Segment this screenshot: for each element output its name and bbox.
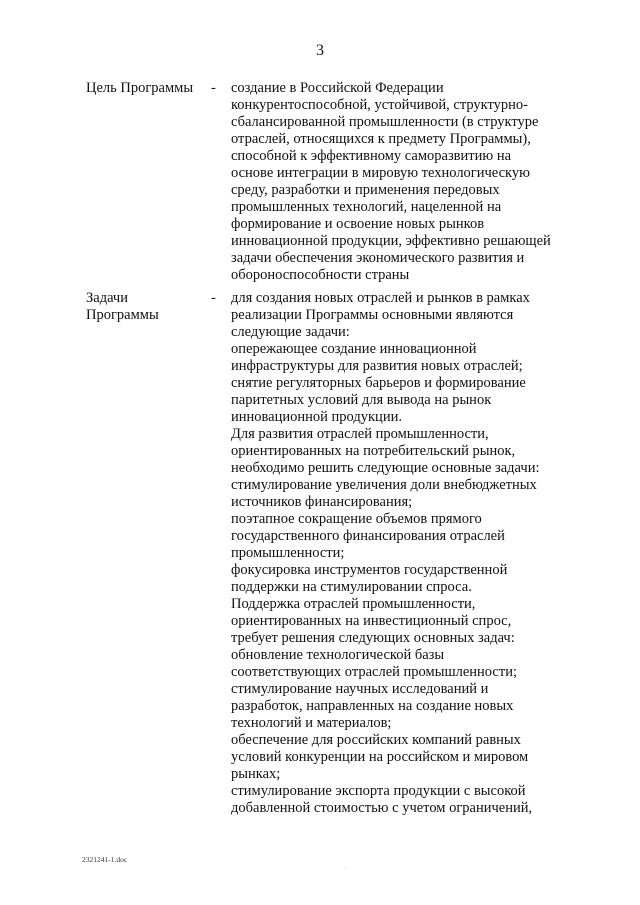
text-line: ориентированных на потребительский рынок, bbox=[231, 443, 516, 459]
text-line: государственного финансирования отраслей bbox=[231, 528, 505, 544]
text-line: рынках; bbox=[231, 766, 281, 782]
text-line: сбалансированной промышленности (в структуре bbox=[231, 114, 539, 130]
text-line: основе интеграции в мировую технологическую bbox=[231, 165, 530, 181]
text-line: обеспечение для российских компаний равных bbox=[231, 732, 521, 748]
text-line: поэтапное сокращение объемов прямого bbox=[231, 511, 482, 527]
text-line: обновление технологической базы bbox=[231, 647, 445, 663]
document-filename: 2321241-1.doc bbox=[82, 855, 128, 864]
text-line: опережающее создание инновационной bbox=[231, 341, 477, 357]
text-line: формирование и освоение новых рынков bbox=[231, 216, 485, 232]
text-line: задачи обеспечения экономического развития и bbox=[231, 250, 525, 266]
dash-separator: - bbox=[211, 290, 216, 306]
program-tasks-label bbox=[86, 290, 196, 324]
text-line: соответствующих отраслей промышленности; bbox=[231, 664, 517, 680]
text-line: конкурентоспособной, устойчивой, структурно- bbox=[231, 97, 528, 113]
text-line: добавленной стоимостью с учетом ограничений, bbox=[231, 800, 533, 816]
text-line: ориентированных на инвестиционный спрос, bbox=[231, 613, 512, 629]
text-line: стимулирование научных исследований и bbox=[231, 681, 489, 697]
page-number: 3 bbox=[316, 42, 324, 59]
text-line: паритетных условий для вывода на рынок bbox=[231, 392, 492, 408]
text-line: необходимо решить следующие основные задачи: bbox=[231, 460, 540, 476]
text-line: инфраструктуры для развития новых отраслей; bbox=[231, 358, 523, 374]
text-line: стимулирование увеличения доли внебюджетных bbox=[231, 477, 537, 493]
text-line: создание в Российской Федерации bbox=[231, 80, 444, 96]
dash-separator: - bbox=[211, 80, 216, 96]
text-line: снятие регуляторных барьеров и формирование bbox=[231, 375, 526, 391]
text-line: технологий и материалов; bbox=[231, 715, 392, 731]
text-line: Поддержка отраслей промышленности, bbox=[231, 596, 476, 612]
text-line: следующие задачи: bbox=[231, 324, 350, 340]
text-line: реализации Программы основными являются bbox=[231, 307, 514, 323]
program-tasks-text bbox=[231, 290, 576, 817]
text-line: промышленности; bbox=[231, 545, 345, 561]
text-line: требует решения следующих основных задач: bbox=[231, 630, 515, 646]
text-line: способной к эффективному саморазвитию на bbox=[231, 148, 512, 164]
text-line: поддержки на стимулировании спроса. bbox=[231, 579, 472, 595]
text-line: стимулирование экспорта продукции с высокой bbox=[231, 783, 526, 799]
text-line: инновационной продукции. bbox=[231, 409, 402, 425]
scan-mark: · bbox=[344, 866, 346, 872]
text-line: фокусировка инструментов государственной bbox=[231, 562, 508, 578]
text-line: среду, разработки и применения передовых bbox=[231, 182, 500, 198]
label-line: Цель Программы bbox=[86, 80, 194, 96]
label-line: Программы bbox=[86, 307, 159, 323]
text-line: Для развития отраслей промышленности, bbox=[231, 426, 489, 442]
text-line: источников финансирования; bbox=[231, 494, 413, 510]
text-line: обороноспособности страны bbox=[231, 267, 410, 283]
program-goal-label bbox=[86, 80, 196, 97]
program-goal-text bbox=[231, 80, 576, 284]
label-line: Задачи bbox=[86, 290, 128, 306]
text-line: разработок, направленных на создание новых bbox=[231, 698, 514, 714]
text-line: отраслей, относящихся к предмету Программы), bbox=[231, 131, 531, 147]
text-line: инновационной продукции, эффективно решающей bbox=[231, 233, 551, 249]
text-line: промышленных технологий, нацеленной на bbox=[231, 199, 502, 215]
text-line: для создания новых отраслей и рынков в рамках bbox=[231, 290, 530, 306]
text-line: условий конкуренции на российском и мировом bbox=[231, 749, 529, 765]
